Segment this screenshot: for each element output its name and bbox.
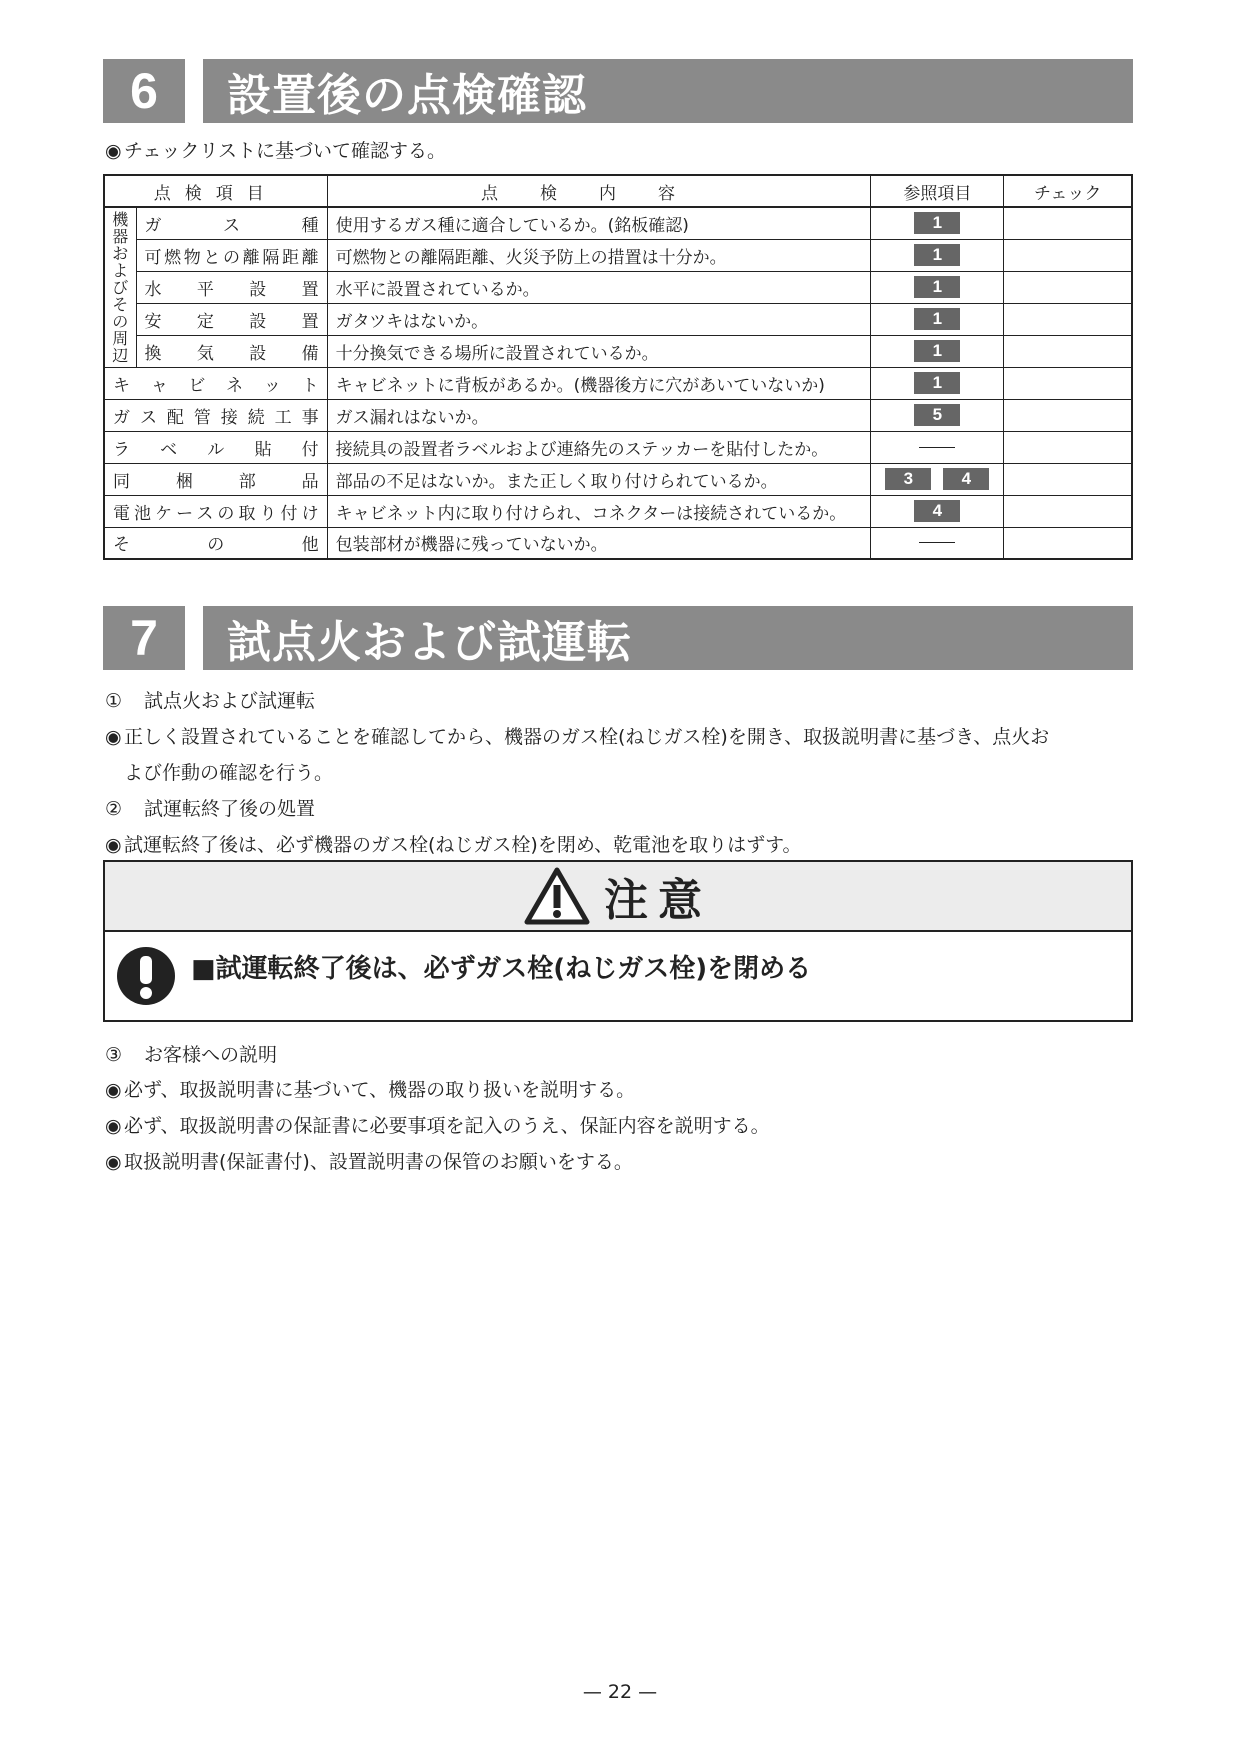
row-item: 水平設置 — [136, 271, 327, 303]
table-header-row — [104, 175, 1132, 207]
row-ref — [871, 239, 1004, 271]
row-item: 可燃物との離隔距離 — [136, 239, 327, 271]
table-row — [104, 303, 1132, 335]
ref-badge: 3 — [885, 468, 931, 490]
ref-badge: 1 — [914, 212, 960, 234]
section-6-number: 6 — [103, 59, 185, 123]
double-circle-bullet-icon: ◉ — [105, 1151, 122, 1173]
row-content: 部品の不足はないか。また正しく取り付けられているか。 — [327, 463, 871, 495]
row-check[interactable] — [1004, 207, 1132, 239]
ref-badge: 4 — [943, 468, 989, 490]
caution-title: 注意 — [604, 875, 712, 926]
row-item: ガス配管接続工事 — [104, 399, 327, 431]
row-item: その他 — [104, 527, 327, 559]
section-6-intro: ◉ チェックリストに基づいて確認する。 — [105, 140, 447, 162]
section-7-header — [103, 606, 1133, 670]
double-circle-bullet-icon: ◉ — [105, 1115, 122, 1137]
row-content: 水平に設置されているか。 — [327, 271, 871, 303]
table-row — [104, 367, 1132, 399]
double-circle-bullet-icon: ◉ — [105, 834, 122, 856]
ref-badge: 1 — [914, 372, 960, 394]
section-6-header — [103, 59, 1133, 123]
table-row — [104, 399, 1132, 431]
double-circle-bullet-icon: ◉ — [105, 1079, 122, 1101]
caution-body — [105, 932, 1131, 1020]
row-check[interactable] — [1004, 399, 1132, 431]
row-content: ガス漏れはないか。 — [327, 399, 871, 431]
row-check[interactable] — [1004, 367, 1132, 399]
ref-badge: 1 — [914, 340, 960, 362]
row-check[interactable] — [1004, 463, 1132, 495]
row-ref — [871, 367, 1004, 399]
dash-mark — [919, 447, 955, 448]
group-label: 機 器 お よ び そ の 周 辺 — [104, 207, 136, 367]
row-ref — [871, 271, 1004, 303]
double-circle-bullet-icon: ◉ — [105, 140, 122, 162]
row-check[interactable] — [1004, 239, 1132, 271]
row-item: ラベル貼付 — [104, 431, 327, 463]
ref-badge: 1 — [914, 276, 960, 298]
row-ref — [871, 399, 1004, 431]
caution-header — [105, 862, 1131, 932]
ref-badge: 5 — [914, 404, 960, 426]
header-ref: 参照項目 — [871, 175, 1004, 207]
table-row — [104, 335, 1132, 367]
header-content: 点検内容 — [327, 175, 871, 207]
header-item: 点検項目 — [104, 175, 327, 207]
table-row — [104, 527, 1132, 559]
row-check[interactable] — [1004, 527, 1132, 559]
table-row — [104, 207, 1132, 239]
table-row — [104, 271, 1132, 303]
exclamation-circle-icon — [115, 945, 177, 1007]
row-ref — [871, 303, 1004, 335]
page-number: — 22 — — [582, 1681, 658, 1703]
table-row — [104, 239, 1132, 271]
section-7-number: 7 — [103, 606, 185, 670]
checklist-table — [103, 174, 1133, 560]
row-ref — [871, 335, 1004, 367]
ref-badge: 1 — [914, 244, 960, 266]
row-ref — [871, 527, 1004, 559]
text-3c: ◉ 取扱説明書(保証書付)、設置説明書の保管のお願いをする。 — [105, 1151, 633, 1173]
text-2: ◉ 試運転終了後は、必ず機器のガス栓(ねじガス栓)を閉め、乾電池を取りはずす。 — [105, 834, 802, 856]
row-item: ガス種 — [136, 207, 327, 239]
row-item: 安定設置 — [136, 303, 327, 335]
caution-message: ■試運転終了後は、必ずガス栓(ねじガス栓)を閉める — [191, 953, 812, 984]
header-check: チェック — [1004, 175, 1132, 207]
row-content: 包装部材が機器に残っていないか。 — [327, 527, 871, 559]
table-row — [104, 463, 1132, 495]
row-item: 換気設備 — [136, 335, 327, 367]
row-content: ガタツキはないか。 — [327, 303, 871, 335]
row-item: キャビネット — [104, 367, 327, 399]
double-circle-bullet-icon: ◉ — [105, 726, 122, 748]
row-content: キャビネットに背板があるか。(機器後方に穴があいていないか) — [327, 367, 871, 399]
row-content: 使用するガス種に適合しているか。(銘板確認) — [327, 207, 871, 239]
ref-badge: 1 — [914, 308, 960, 330]
text-1a: ◉ 正しく設置されていることを確認してから、機器のガス栓(ねじガス栓)を開き、取扱説明書に基づき、点火お — [105, 726, 1050, 748]
subheading-1: ① 試点火および試運転 — [105, 690, 316, 712]
row-content: 可燃物との離隔距離、火災予防上の措置は十分か。 — [327, 239, 871, 271]
subheading-3: ③ お客様への説明 — [105, 1044, 278, 1066]
row-ref — [871, 463, 1004, 495]
ref-badge: 4 — [914, 500, 960, 522]
table-row — [104, 495, 1132, 527]
table-row — [104, 431, 1132, 463]
warning-triangle-icon — [524, 866, 590, 926]
row-item: 電池ケースの取り付け — [104, 495, 327, 527]
dash-mark — [919, 542, 955, 543]
row-check[interactable] — [1004, 271, 1132, 303]
subheading-2: ② 試運転終了後の処置 — [105, 798, 316, 820]
row-content: 十分換気できる場所に設置されているか。 — [327, 335, 871, 367]
row-check[interactable] — [1004, 335, 1132, 367]
row-ref — [871, 207, 1004, 239]
text-1b: よび作動の確認を行う。 — [124, 762, 334, 784]
row-ref — [871, 495, 1004, 527]
text-3b: ◉ 必ず、取扱説明書の保証書に必要事項を記入のうえ、保証内容を説明する。 — [105, 1115, 770, 1137]
text-3a: ◉ 必ず、取扱説明書に基づいて、機器の取り扱いを説明する。 — [105, 1079, 636, 1101]
row-check[interactable] — [1004, 431, 1132, 463]
row-check[interactable] — [1004, 303, 1132, 335]
section-6-title: 設置後の点検確認 — [203, 59, 1133, 123]
row-content: キャビネット内に取り付けられ、コネクターは接続されているか。 — [327, 495, 871, 527]
row-item: 同梱部品 — [104, 463, 327, 495]
caution-box — [103, 860, 1133, 1022]
row-check[interactable] — [1004, 495, 1132, 527]
row-ref — [871, 431, 1004, 463]
section-7-title: 試点火および試運転 — [203, 606, 1133, 670]
row-content: 接続具の設置者ラベルおよび連絡先のステッカーを貼付したか。 — [327, 431, 871, 463]
